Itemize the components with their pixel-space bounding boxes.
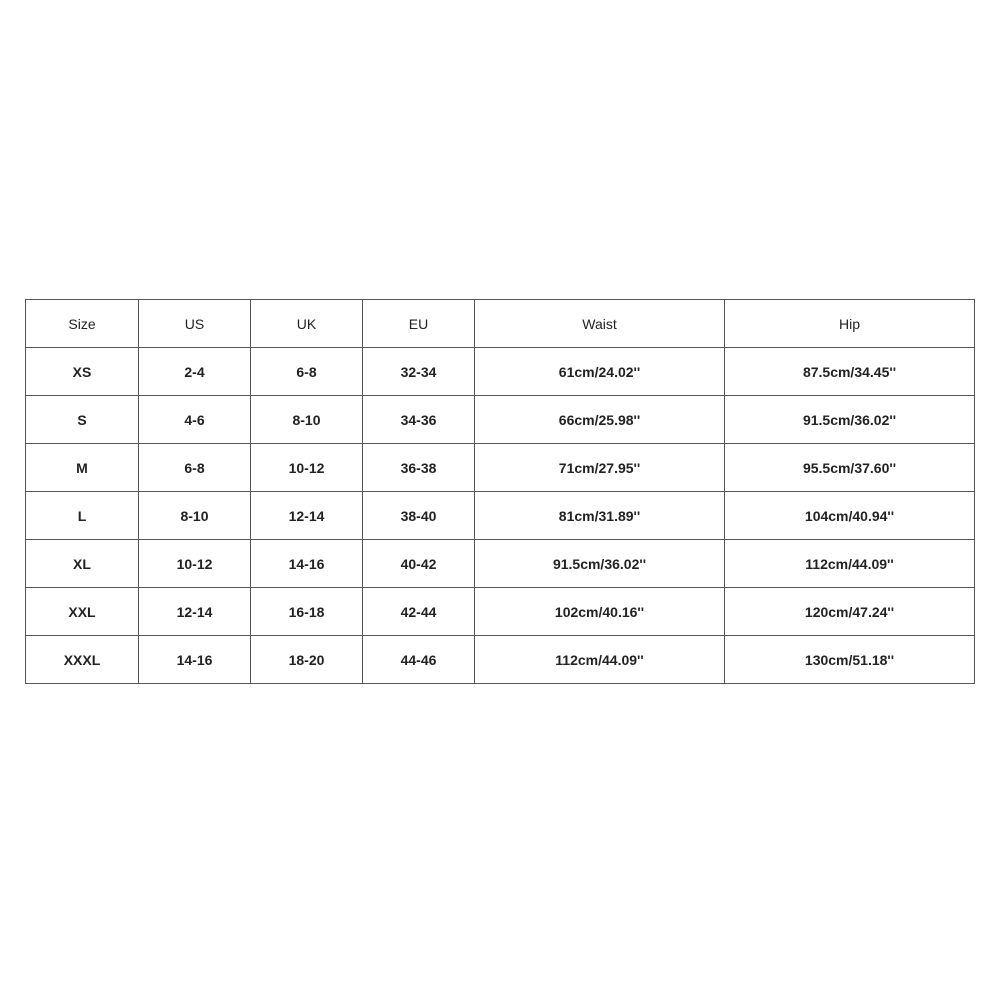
table-row — [26, 348, 975, 396]
cell-eu: 36-38 — [363, 444, 475, 492]
cell-uk: 18-20 — [251, 636, 363, 684]
cell-hip: 87.5cm/34.45'' — [725, 348, 975, 396]
table-row — [26, 540, 975, 588]
cell-hip: 91.5cm/36.02'' — [725, 396, 975, 444]
cell-hip: 104cm/40.94'' — [725, 492, 975, 540]
cell-size: M — [26, 444, 139, 492]
size-chart-table — [25, 299, 975, 684]
cell-size: XL — [26, 540, 139, 588]
cell-uk: 14-16 — [251, 540, 363, 588]
cell-size: XS — [26, 348, 139, 396]
cell-size: L — [26, 492, 139, 540]
cell-eu: 32-34 — [363, 348, 475, 396]
header-hip: Hip — [725, 300, 975, 348]
cell-us: 4-6 — [139, 396, 251, 444]
cell-waist: 81cm/31.89'' — [475, 492, 725, 540]
table-row — [26, 588, 975, 636]
cell-eu: 38-40 — [363, 492, 475, 540]
cell-hip: 120cm/47.24'' — [725, 588, 975, 636]
cell-waist: 91.5cm/36.02'' — [475, 540, 725, 588]
table-header-row — [26, 300, 975, 348]
cell-us: 10-12 — [139, 540, 251, 588]
header-us: US — [139, 300, 251, 348]
header-waist: Waist — [475, 300, 725, 348]
table-row — [26, 444, 975, 492]
cell-waist: 66cm/25.98'' — [475, 396, 725, 444]
header-eu: EU — [363, 300, 475, 348]
table-row — [26, 636, 975, 684]
cell-eu: 40-42 — [363, 540, 475, 588]
cell-us: 2-4 — [139, 348, 251, 396]
cell-us: 6-8 — [139, 444, 251, 492]
header-uk: UK — [251, 300, 363, 348]
cell-waist: 61cm/24.02'' — [475, 348, 725, 396]
table-row — [26, 396, 975, 444]
cell-hip: 112cm/44.09'' — [725, 540, 975, 588]
cell-uk: 10-12 — [251, 444, 363, 492]
cell-us: 8-10 — [139, 492, 251, 540]
table-row — [26, 492, 975, 540]
cell-us: 12-14 — [139, 588, 251, 636]
cell-eu: 34-36 — [363, 396, 475, 444]
cell-eu: 42-44 — [363, 588, 475, 636]
cell-uk: 6-8 — [251, 348, 363, 396]
cell-eu: 44-46 — [363, 636, 475, 684]
cell-size: XXL — [26, 588, 139, 636]
cell-waist: 102cm/40.16'' — [475, 588, 725, 636]
cell-hip: 95.5cm/37.60'' — [725, 444, 975, 492]
cell-hip: 130cm/51.18'' — [725, 636, 975, 684]
cell-us: 14-16 — [139, 636, 251, 684]
cell-size: XXXL — [26, 636, 139, 684]
cell-waist: 112cm/44.09'' — [475, 636, 725, 684]
cell-uk: 16-18 — [251, 588, 363, 636]
header-size: Size — [26, 300, 139, 348]
cell-uk: 8-10 — [251, 396, 363, 444]
cell-waist: 71cm/27.95'' — [475, 444, 725, 492]
cell-size: S — [26, 396, 139, 444]
cell-uk: 12-14 — [251, 492, 363, 540]
